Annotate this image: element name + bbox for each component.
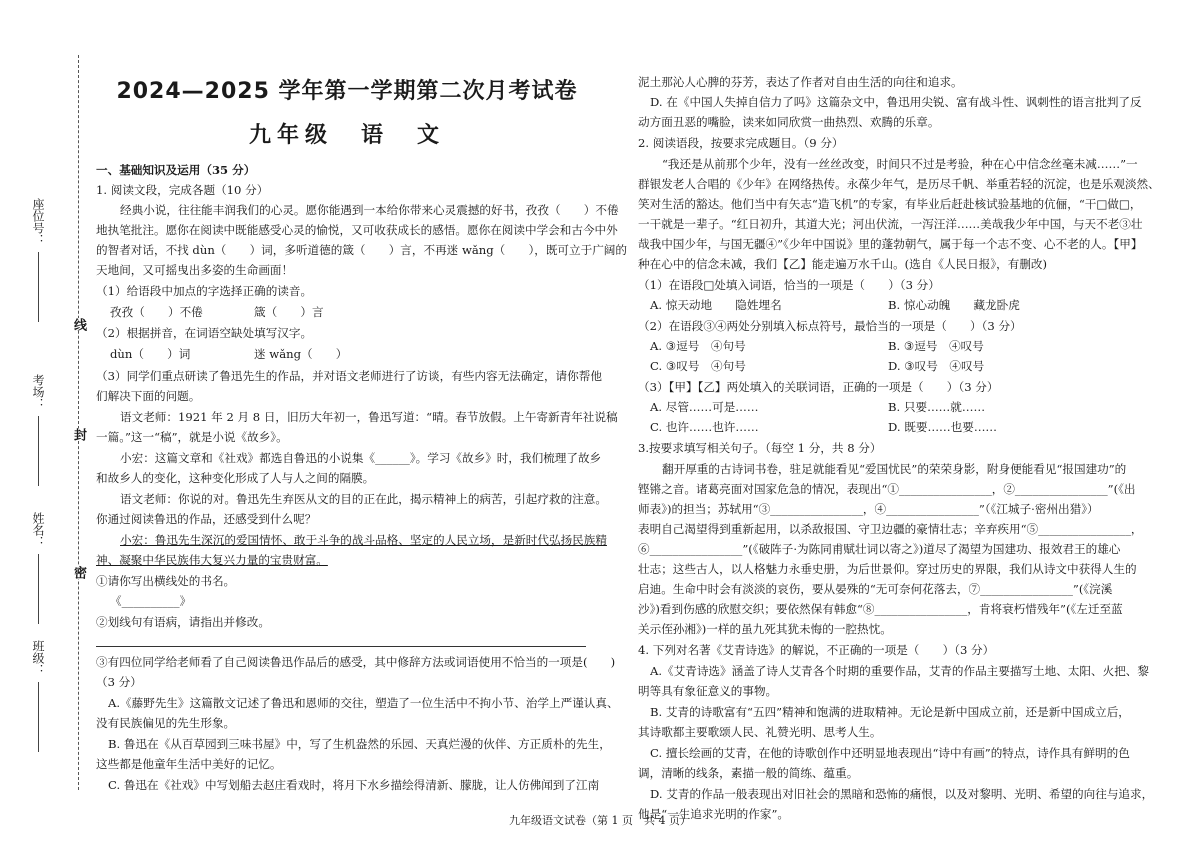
- option-a: A.《藤野先生》这篇散文记述了鲁迅和恩师的交往，塑造了一位生活中不拘小节、治学上严谨认真、: [108, 696, 619, 710]
- option-a: A.《艾青诗选》涵盖了诗人艾青各个时期的重要作品，艾青的作品主要描写土地、太阳、火把、黎: [650, 664, 1149, 678]
- option-b[interactable]: B. ③逗号 ④叹号: [888, 339, 984, 353]
- sub-question: （3）同学们重点研读了鲁迅先生的作品，并对语文老师进行了访谈，有些内容无法确定，请你帮他: [96, 369, 602, 383]
- exam-subtitle: 九年级 语 文: [248, 123, 445, 148]
- paragraph-line: 天地间，又可摇曳出多姿的生命画面！: [96, 263, 294, 277]
- dialog-line: 语文老师：你说的对。鲁迅先生弃医从文的目的正在此，揭示精神上的病苦，引起疗救的注意。: [120, 492, 607, 506]
- fill-blank-line[interactable]: 沙》)看到伤感的欣慰交织；要依然保有韩愈“⑧________________，肯将衰朽惜残年”(《左迁至蓝: [638, 602, 1123, 616]
- score-note: （3 分）: [96, 675, 142, 689]
- option-d: D. 艾青的作品一般表现出对旧社会的黑暗和恐怖的痛恨，以及对黎明、光明、希望的向往与追求，: [650, 787, 1154, 801]
- sub-question: ①请你写出横线处的书名。: [96, 574, 236, 588]
- paragraph-line: 种在心中的信念未减，我们【乙】能走遍万水千山。(选自《人民日报》，有删改): [638, 257, 1048, 271]
- class-field[interactable]: [30, 640, 47, 752]
- sub-question: （2）在语段③④两处分别填入标点符号，最恰当的一项是（ ）（3 分）: [638, 319, 1022, 333]
- dialog-line: 小宏：这篇文章和《社戏》都选自鲁迅的小说集《______》。学习《故乡》时，我们梳理了故乡: [120, 451, 602, 465]
- answer-blank[interactable]: dùn（ ）词: [110, 347, 191, 361]
- exam-title: 2024—2025 学年第一学期第二次月考试卷: [116, 79, 578, 104]
- option-a[interactable]: A. ③逗号 ④句号: [650, 339, 746, 353]
- q3-heading: 3.按要求填写相关句子。（每空 1 分，共 8 分）: [638, 441, 882, 455]
- paragraph-line: 翻开厚重的古诗词书卷，驻足就能看见“爱国忧民”的荣荣身影，附身便能看见“报国建功”的: [662, 462, 1127, 476]
- option-d[interactable]: D. ③叹号 ④叹号: [888, 359, 985, 373]
- option-a: 没有民族偏见的先生形象。: [96, 716, 236, 730]
- paragraph-line: 的智者对话，不找 dùn（ ）词，多听道德的箴（ ）言，不再迷 wǎng（ ），既可立于广阔的: [96, 243, 627, 257]
- fill-blank-line[interactable]: 师表》)的担当；苏轼用“③________________，④________________”（《江城子·密州出猎》）: [638, 502, 1099, 516]
- dialog-line: 和故乡人的变化，这种变化形成了人与人之间的隔膜。: [96, 471, 375, 485]
- name-field[interactable]: [30, 512, 47, 624]
- option-b: B. 艾青的诗歌富有“五四”精神和饱满的进取精神。无论是新中国成立前，还是新中国成立后，: [650, 705, 1130, 719]
- seal-char-line: 线: [71, 318, 86, 331]
- section-heading: 一、基础知识及运用（35 分）: [96, 163, 256, 177]
- binding-margin: [0, 0, 92, 848]
- sub-question: （1）在语段□处填入词语，恰当的一项是（ ）（3 分）: [638, 278, 940, 292]
- option-b: 其诗歌都主要歌颂人民、礼赞光明、思考人生。: [638, 725, 882, 739]
- seat-label: 座位号：: [31, 198, 45, 246]
- dialog-line: 语文老师：1921 年 2 月 8 日，旧历大年初一，鲁迅写道：“晴。春节放假。上午寄新青年社说稿: [120, 410, 618, 424]
- option-a[interactable]: A. 惊天动地 隐姓埋名: [650, 298, 782, 312]
- paragraph-line: 笑对生活的豁达。他们当中有矢志“造飞机”的专家，有毕业后赶赴核试验基地的伉俪，“干□做□，: [638, 197, 1142, 211]
- underlined-sentence: 神、凝聚中华民族伟大复兴力量的宝贵财富。: [96, 553, 328, 567]
- sub-question: 们解决下面的问题。: [96, 389, 201, 403]
- q4-heading: 4. 下列对名著《艾青诗选》的解说，不正确的一项是（ ）（3 分）: [638, 643, 995, 657]
- sub-question: ③有四位同学给老师看了自己阅读鲁迅作品后的感受，其中修辞方法或词语使用不恰当的一项是( ): [96, 655, 616, 669]
- paragraph-line: “我还是从前那个少年，没有一丝丝改变，时间只不过是考验，种在心中信念丝毫未减……”一: [662, 157, 1138, 171]
- seal-char-secret: 密: [71, 566, 86, 579]
- sub-question: （1）给语段中加点的字选择正确的读音。: [96, 284, 313, 298]
- fill-blank-line[interactable]: 铿锵之音。诸葛亮面对国家危急的情况，表现出“①________________，②________________”(《出: [638, 482, 1136, 496]
- option-b[interactable]: B. 惊心动魄 藏龙卧虎: [888, 298, 1020, 312]
- fill-blank-line[interactable]: 表明自己渴望得到重新起用，以杀敌报国、守卫边疆的豪情壮志；辛弃疾用“⑤________________，: [638, 522, 1143, 536]
- answer-blank[interactable]: 箴（ ）言: [254, 305, 324, 319]
- paragraph-line: 哉我中国少年，与国无疆④”《少年中国说》里的蓬勃朝气，属于每一个志不变、心不老的人。【甲】: [638, 237, 1143, 251]
- answer-line[interactable]: [96, 646, 586, 647]
- q2-heading: 2. 阅读语段，按要求完成题目。（9 分）: [638, 136, 844, 150]
- option-b[interactable]: B. 只要……就……: [888, 400, 986, 414]
- option-d: 他是“一生追求光明的作家”。: [638, 807, 789, 821]
- answer-blank[interactable]: 《__________》: [110, 594, 192, 608]
- paragraph-line: 一干就是一辈子。“红日初升，其道大光；河出伏流，一泻汪洋……美哉我少年中国，与天不老③壮: [638, 217, 1143, 231]
- fill-blank-line[interactable]: 启迪。生命中时会有淡淡的哀伤，要从晏殊的“无可奈何花落去，⑦________________”(《浣溪: [638, 582, 1113, 596]
- paragraph-line: 关示侄孙湘》)一样的虽九死其犹未悔的一腔热忱。: [638, 622, 892, 636]
- fill-blank-line[interactable]: ⑥________________”(《破阵子·为陈同甫赋壮词以寄之》)道尽了渴望为国建功、报效君王的雄心: [638, 542, 1121, 556]
- exam-room-label: 考场：: [31, 374, 45, 410]
- name-label: 姓名：: [31, 512, 45, 548]
- paragraph-line: 地执笔批注。愿你在阅读中既能感受心灵的愉悦，又可收获成长的感悟。愿你在阅读中学会和古今中外: [96, 223, 618, 237]
- sub-question: （2）根据拼音，在词语空缺处填写汉字。: [96, 326, 313, 340]
- binding-dashed-line: [78, 55, 79, 790]
- seat-field[interactable]: [30, 198, 47, 322]
- underlined-sentence: 小宏：鲁迅先生深沉的爱国情怀、敢于斗争的战斗品格、坚定的人民立场，是新时代弘扬民族精: [120, 533, 607, 547]
- option-b: 这些都是他童年生活中美好的记忆。: [96, 757, 282, 771]
- page-footer: 九年级语文试卷（第 1 页 共 4 页）: [509, 814, 691, 827]
- option-a[interactable]: A. 尽管……可是……: [650, 400, 759, 414]
- paragraph-line: 经典小说，往往能丰润我们的心灵。愿你能遇到一本给你带来心灵震撼的好书，孜孜（ ）不倦: [120, 203, 619, 217]
- dialog-line: 一篇。”这一“稿”，就是小说《故乡》。: [96, 430, 288, 444]
- option-d: 动方面丑恶的嘴脸，读来如同欣赏一曲热烈、欢腾的乐章。: [638, 115, 940, 129]
- exam-room-field[interactable]: [30, 374, 47, 486]
- option-c[interactable]: C. 也许……也许……: [650, 420, 759, 434]
- option-c: C. 鲁迅在《社戏》中写划船去赵庄看戏时，将月下水乡描绘得清新、朦胧，让人仿佛闻到了江南: [108, 778, 600, 792]
- option-c-cont: 泥土那沁人心脾的芬芳，表达了作者对自由生活的向往和追求。: [638, 75, 963, 89]
- sub-question: （3）【甲】【乙】两处填入的关联词语，正确的一项是（ ）（3 分）: [638, 380, 999, 394]
- dialog-line: 你通过阅读鲁迅的作品，还感受到什么呢？: [96, 512, 317, 526]
- q1-heading: 1. 阅读文段，完成各题（10 分）: [96, 183, 269, 197]
- option-a: 明等具有象征意义的事物。: [638, 684, 778, 698]
- paragraph-line: 群银发老人合唱的《少年》在网络热传。永葆少年气，是历尽千帆、举重若轻的沉淀，也是乐观淡然、: [638, 177, 1160, 191]
- sub-question: ②划线句有语病，请指出并修改。: [96, 615, 270, 629]
- option-c: C. 擅长绘画的艾青，在他的诗歌创作中还明显地表现出“诗中有画”的特点，诗作具有鲜明的色: [650, 746, 1130, 760]
- option-d[interactable]: D. 既要……也要……: [888, 420, 998, 434]
- answer-blank[interactable]: 孜孜（ ）不倦: [110, 305, 203, 319]
- option-c[interactable]: C. ③叹号 ④句号: [650, 359, 746, 373]
- option-d: D. 在《中国人失掉自信力了吗》这篇杂文中，鲁迅用尖锐、富有战斗性、讽刺性的语言批判了反: [650, 95, 1142, 109]
- paragraph-line: 壮志；这些古人，以人格魅力永垂史册，为后世景仰。穿过历史的界限，我们从诗文中获得人生的: [638, 562, 1137, 576]
- option-b: B. 鲁迅在《从百草园到三味书屋》中，写了生机盎然的乐园、天真烂漫的伙伴、方正质朴的先生，: [108, 737, 611, 751]
- option-c: 调，清晰的线条，素描一般的简练、蕴重。: [638, 766, 859, 780]
- answer-blank[interactable]: 迷 wǎng（ ）: [254, 347, 348, 361]
- class-label: 班级：: [31, 640, 45, 676]
- seal-char-seal: 封: [71, 428, 86, 441]
